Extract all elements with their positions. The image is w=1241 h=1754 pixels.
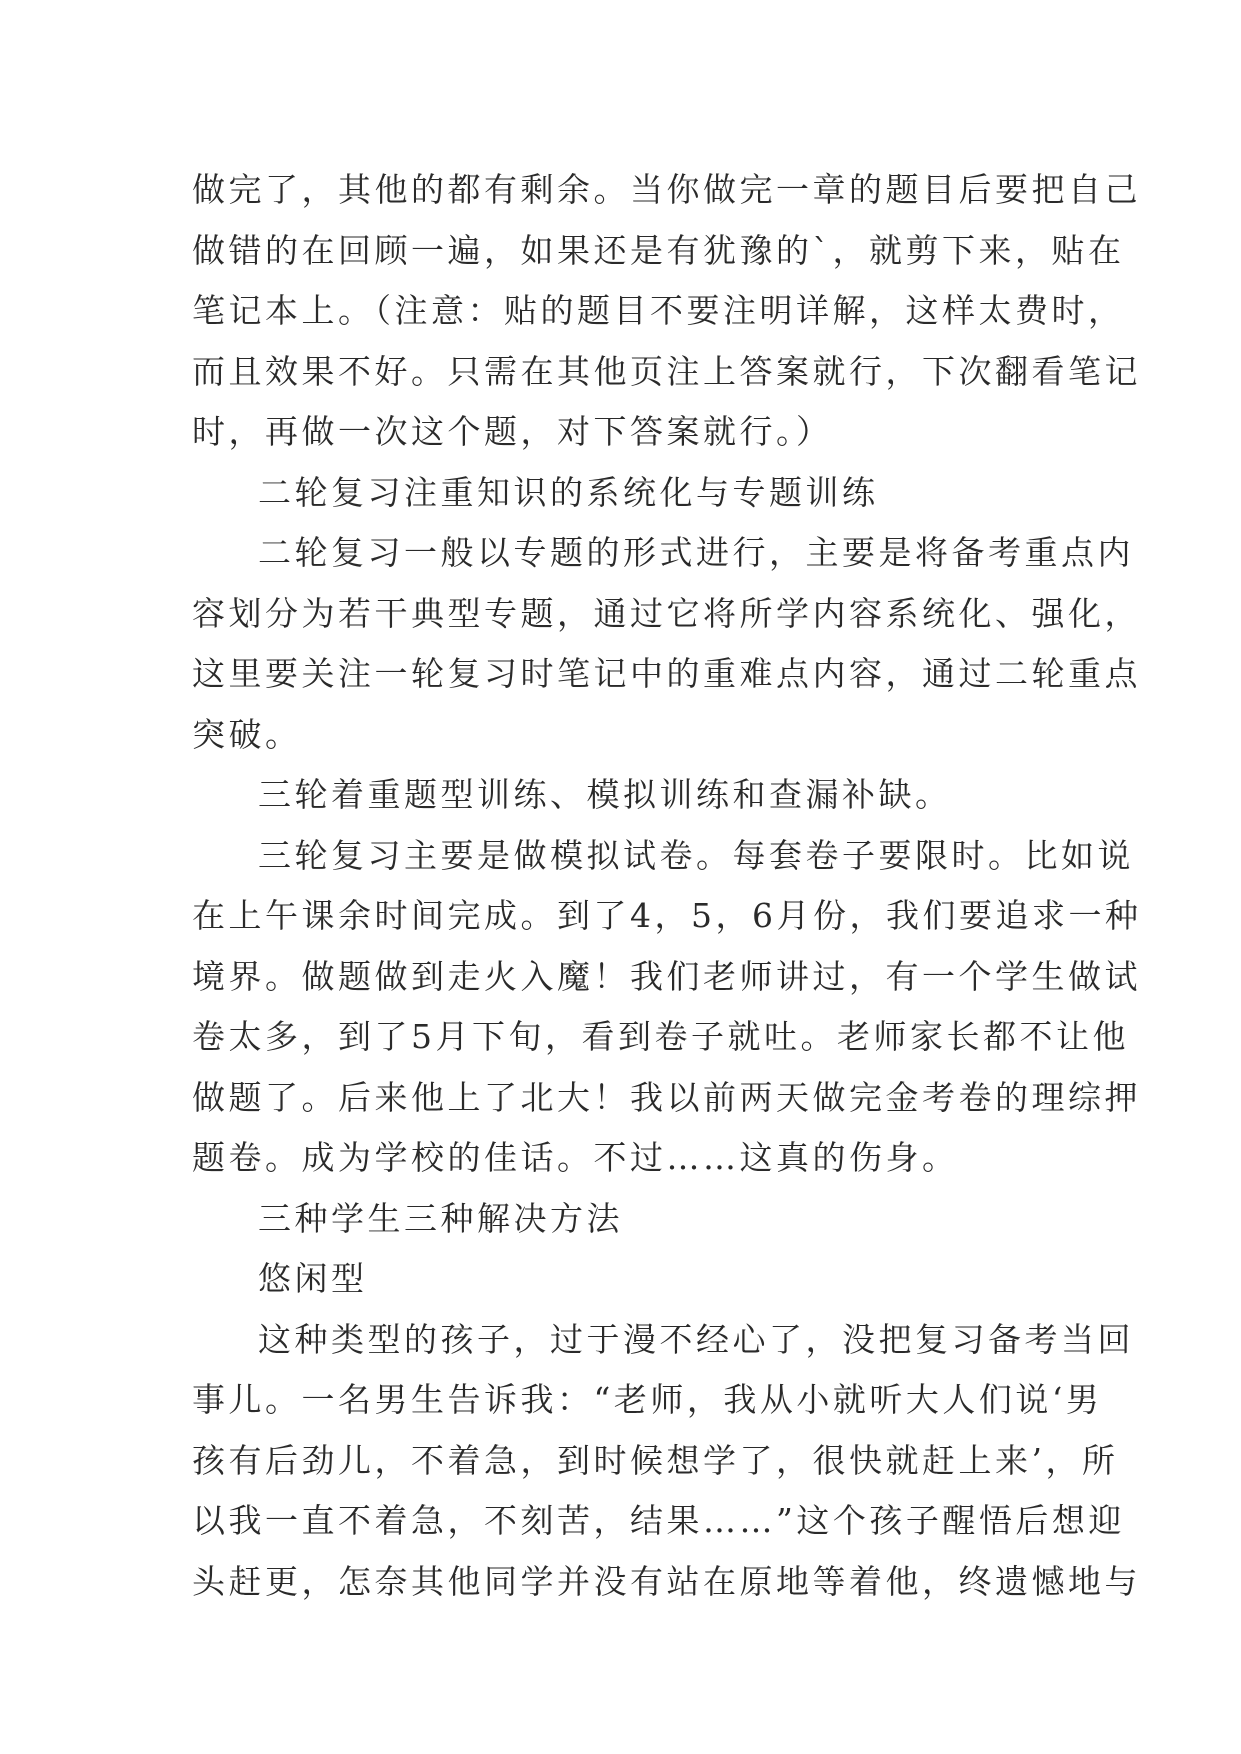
text-line: 卷太多，到了5月下旬，看到卷子就吐。老师家长都不让他 <box>192 1017 1129 1056</box>
text-line: 容划分为若干典型专题，通过它将所学内容系统化、强化， <box>192 593 1141 633</box>
text-line: 在上午课余时间完成。到了4，5，6月份，我们要追求一种 <box>192 896 1142 935</box>
paragraph-start-line: 这种类型的孩子，过于漫不经心了，没把复习备考当回 <box>258 1319 1134 1359</box>
text-line: 笔记本上。（注意：贴的题目不要注明详解，这样太费时， <box>192 291 1125 330</box>
text-line: 以我一直不着急，不刻苦，结果……”这个孩子醒悟后想迎 <box>192 1501 1125 1540</box>
document-body <box>192 160 1142 1612</box>
text-line: 突破。 <box>192 714 302 754</box>
section-heading: 三轮着重题型训练、模拟训练和查漏补缺。 <box>258 775 952 814</box>
paragraph-start-line: 二轮复习一般以专题的形式进行，主要是将备考重点内 <box>258 533 1134 572</box>
text-line: 时，再做一次这个题，对下答案就行。） <box>192 412 833 451</box>
text-line: 题卷。成为学校的佳话。不过……这真的伤身。 <box>192 1138 959 1177</box>
text-line: 境界。做题做到走火入魔！我们老师讲过，有一个学生做试 <box>192 956 1141 996</box>
paragraph-start-line: 三轮复习主要是做模拟试卷。每套卷子要限时。比如说 <box>258 835 1134 875</box>
text-line: 这里要关注一轮复习时笔记中的重难点内容，通过二轮重点 <box>192 654 1141 693</box>
section-heading: 二轮复习注重知识的系统化与专题训练 <box>258 472 879 512</box>
text-line: 做题了。后来他上了北大！我以前两天做完金考卷的理综押 <box>192 1077 1141 1117</box>
text-line: 头赶更，怎奈其他同学并没有站在原地等着他，终遗憾地与 <box>192 1561 1141 1601</box>
section-heading: 三种学生三种解决方法 <box>258 1198 623 1238</box>
subsection-heading: 悠闲型 <box>258 1259 368 1298</box>
text-line: 孩有后劲儿，不着急，到时候想学了，很快就赶上来’，所 <box>192 1440 1119 1480</box>
text-line: 做完了，其他的都有剩余。当你做完一章的题目后要把自己 <box>192 170 1141 209</box>
text-line: 事儿。一名男生告诉我：“老师，我从小就听大人们说‘男 <box>192 1380 1103 1419</box>
text-line: 做错的在回顾一遍，如果还是有犹豫的`，就剪下来，贴在 <box>192 230 1125 270</box>
text-line: 而且效果不好。只需在其他页注上答案就行，下次翻看笔记 <box>192 351 1141 391</box>
